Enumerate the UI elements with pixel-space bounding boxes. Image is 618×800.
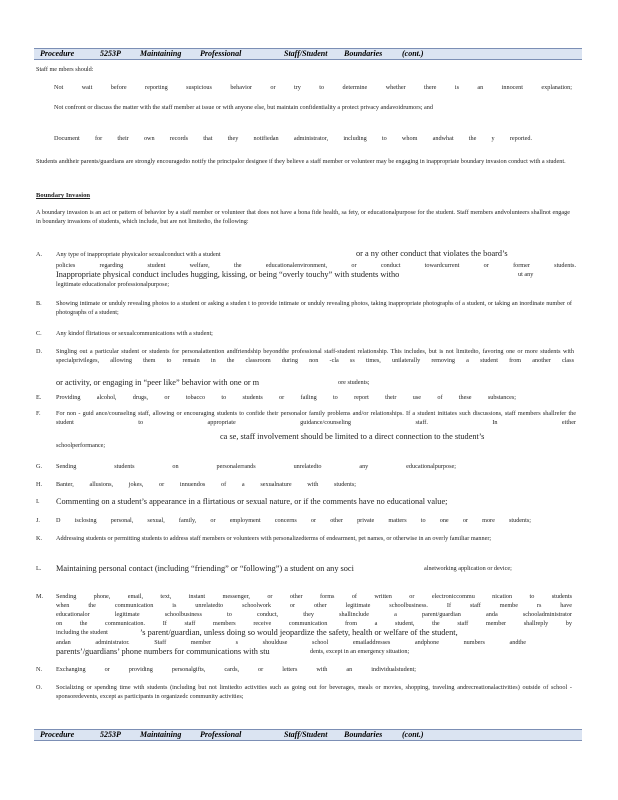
header-procedure: Procedure	[40, 730, 75, 739]
item-a-line3: Inappropriate physical conduct includes hugging, kissing, or being “overly touchy” with students witho	[56, 270, 400, 279]
item-letter: K.	[36, 535, 43, 542]
item-a-line4: legitimate educationalor professionalpurpose;	[56, 281, 170, 288]
item-m-line6: andan administrator. Staff member s shoulduse school emailaddresses andphone numbers andthe	[56, 639, 526, 646]
item-m-line4: on the communication. If staff members receive communication from a student, the staff member shallreply by	[56, 620, 572, 627]
item-letter: D.	[36, 348, 43, 355]
header-word-4: Boundaries	[344, 49, 383, 58]
item-a-line1b: or a ny other conduct that violates the board’s	[356, 249, 508, 258]
item-d-emphasis: or activity, or engaging in “peer like” behavior with one or m	[56, 378, 260, 387]
header-word-1: Maintaining	[140, 730, 182, 739]
header-word-2: Professional	[200, 49, 242, 58]
item-k: Addressing students or permitting students to address staff members or volunteers with personalizedterms of endearment, pet names, or otherwise in an overly familiar manner;	[56, 535, 492, 542]
item-f-tail: schoolperformance;	[56, 442, 106, 449]
item-m-line5b: ’s parent/guardian, unless doing so would jeopardize the safety, health or welfare of the student,	[140, 628, 458, 637]
item-e: Providing alcohol, drugs, or tobacco to students or failing to report their use of these substances;	[56, 394, 516, 401]
item-h: Banter, allusions, jokes, or innuendos of a sexualnature with students;	[56, 481, 356, 488]
students-paragraph: Students andtheir parents/guardians are strongly encouragedto notify the principalor designee if they believe a staff member or volunteer may be engaging in inappropriate boundary invasion conduct with a student.	[36, 158, 566, 165]
item-letter: O.	[36, 684, 43, 691]
item-letter: C.	[36, 330, 42, 337]
item-m-line3: educationalor legitimate schoolbusiness to conduct, they shallinclude a parent/guardian anda schooladministrator	[56, 611, 572, 618]
header-word-3: Staff/Student	[284, 49, 328, 58]
procedure-footer-header	[34, 729, 582, 741]
item-i: Commenting on a student’s appearance in a flirtatious or sexual nature, or if the comments have no educational value;	[56, 497, 448, 506]
procedure-header	[34, 48, 582, 60]
header-number: 5253P	[100, 49, 121, 58]
item-letter: E.	[36, 394, 42, 401]
header-word-4: Boundaries	[344, 730, 383, 739]
bullet-item: Not confront or discuss the matter with the staff member at issue or with anyone else, but maintain confidentiality a protect privacy andavoidrumors; and	[54, 104, 433, 111]
item-m-line2: when the communication is unrelatedto schoolwork or other legitimate schoolbusiness. If staff membe rs have	[56, 602, 572, 609]
item-f: For non - guid ance/counseling staff, allowing or encouraging students to confide their personalor family problems and/or relationships. If a student initiates such discussions, staff members shallrefer the student to appropriate guidance/counseling staff. In either	[56, 410, 576, 426]
header-number: 5253P	[100, 730, 121, 739]
item-b: Showing intimate or unduly revealing photos to a student or asking a studen t to provide intimate or unduly revealing photos, taking inappropriate photographs of a student, or taking an inordinate number of photographs of a student;	[56, 300, 572, 316]
definition-paragraph: A boundary invasion is an act or pattern of behavior by a staff member or volunteer that does not have a bona fide health, sa fety, or educationalpurpose for the student. Staff members andvolunteers shallnot engage in boundary invasions of students, which include, but are not limitedto, the following:	[36, 209, 570, 225]
item-a-line3b: ut any	[518, 271, 534, 278]
item-m-line7a: parents’/guardians’ phone numbers for communications with stu	[56, 647, 270, 656]
item-letter: B.	[36, 300, 42, 307]
item-f-emphasis: ca se, staff involvement should be limited to a direct connection to the student’s	[220, 432, 485, 441]
item-j: D isclosing personal, sexual, family, or employment concerns or other private matters to one or more students;	[56, 517, 531, 524]
intro-line: Staff me mbers should:	[36, 66, 94, 73]
item-letter: J.	[36, 517, 40, 524]
item-m-line5a: including the student	[56, 629, 108, 636]
header-word-1: Maintaining	[140, 49, 182, 58]
item-l-emphasis: Maintaining personal contact (including “friending” or “following”) a student on any soci	[56, 564, 354, 573]
item-letter: I.	[36, 498, 40, 505]
item-letter: A.	[36, 251, 43, 258]
item-letter: M.	[36, 593, 44, 600]
item-letter: H.	[36, 481, 43, 488]
item-a-line1: Any type of inappropriate physicalor sexualconduct with a student	[56, 251, 221, 258]
item-letter: G.	[36, 463, 43, 470]
item-o: Socializing or spending time with students (including but not limitedto activities such as going out for beverages, meals or movies, shopping, traveling andrecreationalactivities) outside of school -sponsoredevents, except as participants in organizedc community activities;	[56, 684, 572, 700]
header-cont: (cont.)	[402, 730, 424, 739]
item-n: Exchanging or providing personalgifts, cards, or letters with an individualstudent;	[56, 666, 416, 673]
item-letter: F.	[36, 410, 41, 417]
bullet-item: Document for their own records that they notifiedan administrator, including to whom andwhat the y reported.	[54, 135, 532, 142]
item-letter: L.	[36, 565, 42, 572]
item-a-line2: policies regarding student welfare, the educationalenvironment, or conduct towardcurrent or former students.	[56, 262, 576, 269]
item-c: Any kindof flirtatious or sexualcommunications with a student;	[56, 330, 213, 337]
item-l-tail: alnetworking application or device;	[424, 565, 512, 572]
item-m-line1: Sending phone, email, text, instant messenger, or other forms of written or electroniccommu nication to students	[56, 593, 572, 600]
header-cont: (cont.)	[402, 49, 424, 58]
item-g: Sending students on personalerrands unrelatedto any educationalpurpose;	[56, 463, 456, 470]
item-d-tail: ore students;	[338, 379, 370, 386]
section-title: Boundary Invasion	[36, 192, 91, 199]
item-d: Singling out a particular student or students for personalattention andfriendship beyondthe professional staff-student relationship. This includes, but is not limitedto, favoring one or more students with specialprivileges, allowing them to remain in the classroom during non -cla ss times, unilaterally removing a student from another class	[56, 348, 574, 364]
bullet-item: Not wait before reporting suspicious behavior or try to determine whether there is an innocent explanation;	[54, 84, 572, 91]
header-procedure: Procedure	[40, 49, 75, 58]
header-word-2: Professional	[200, 730, 242, 739]
header-word-3: Staff/Student	[284, 730, 328, 739]
item-m-line7b: dents, except in an emergency situation;	[310, 648, 410, 655]
item-letter: N.	[36, 666, 43, 673]
